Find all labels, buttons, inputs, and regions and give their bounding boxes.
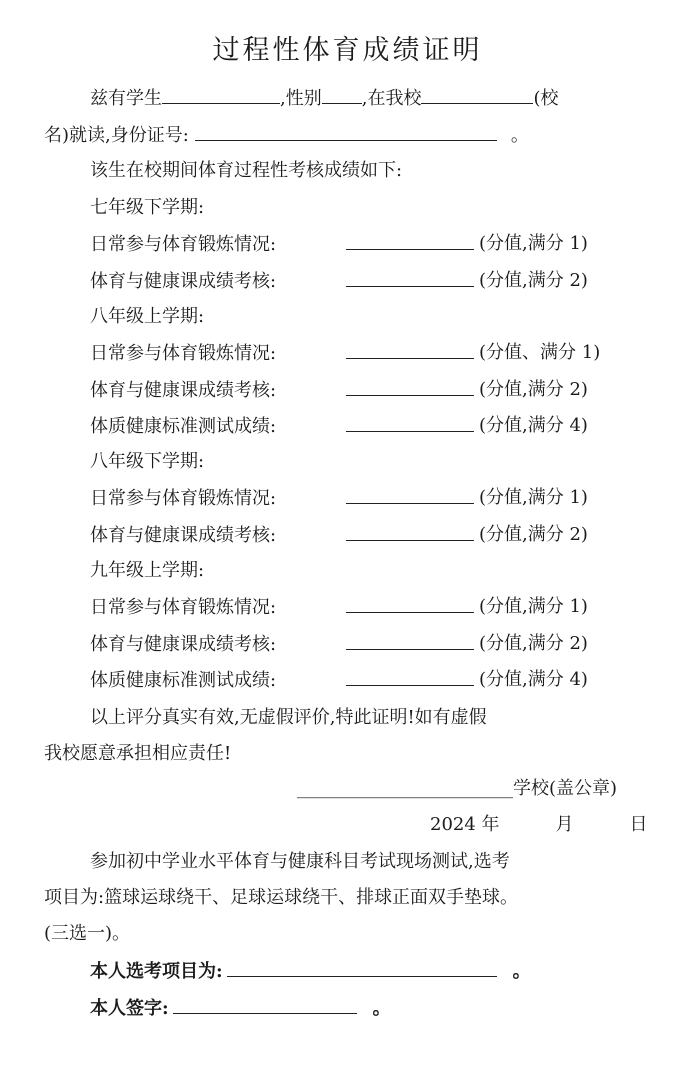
student-label: 兹有学生 bbox=[90, 88, 162, 109]
score-max-note: (分值,满分 2) bbox=[479, 270, 588, 291]
score-row bbox=[90, 667, 474, 693]
score-max-note: (分值,满分 2) bbox=[479, 633, 588, 654]
score-field[interactable] bbox=[346, 522, 474, 541]
term-heading: 七年级下学期: bbox=[90, 197, 205, 218]
score-field[interactable] bbox=[346, 631, 474, 650]
score-label: 日常参与体育锻炼情况: bbox=[90, 234, 277, 255]
score-label: 日常参与体育锻炼情况: bbox=[90, 343, 277, 364]
id-number-end: 。 bbox=[510, 125, 529, 146]
declaration-line-2: 我校愿意承担相应责任! bbox=[44, 743, 232, 764]
exam-line-3: (三选一)。 bbox=[44, 923, 131, 944]
score-label: 体质健康标准测试成绩: bbox=[90, 416, 277, 437]
score-label: 体育与健康课成绩考核: bbox=[90, 525, 277, 546]
score-row bbox=[90, 268, 474, 294]
exam-line-1: 参加初中学业水平体育与健康科目考试现场测试,选考 bbox=[90, 851, 510, 872]
signature-line bbox=[90, 995, 391, 1021]
id-number-field[interactable] bbox=[195, 122, 497, 141]
exam-line-2: 项目为:篮球运球绕干、足球运球绕干、排球正面双手垫球。 bbox=[44, 887, 519, 908]
exam-choice-label: 本人选考项目为: bbox=[90, 961, 223, 982]
id-number-label: 名)就读,身份证号: bbox=[44, 125, 189, 146]
intro-line-3: 该生在校期间体育过程性考核成绩如下: bbox=[90, 160, 403, 181]
score-max-note: (分值,满分 2) bbox=[479, 524, 588, 545]
score-label: 体育与健康课成绩考核: bbox=[90, 271, 277, 292]
stamp-line bbox=[297, 776, 617, 802]
signature-label: 本人签字: bbox=[90, 998, 169, 1019]
score-field[interactable] bbox=[346, 594, 474, 613]
score-field[interactable] bbox=[346, 231, 474, 250]
date-month: 月 bbox=[555, 814, 574, 835]
page-title: 过程性体育成绩证明 bbox=[212, 35, 483, 66]
declaration-line-1: 以上评分真实有效,无虚假评价,特此证明!如有虚假 bbox=[90, 707, 487, 728]
exam-choice-line bbox=[90, 958, 531, 984]
intro-line-2 bbox=[44, 122, 529, 148]
score-field[interactable] bbox=[346, 340, 474, 359]
date-line bbox=[430, 812, 648, 838]
score-max-note: (分值、满分 1) bbox=[479, 342, 601, 363]
score-row bbox=[90, 231, 474, 257]
intro-line-1 bbox=[90, 85, 559, 111]
term-heading: 九年级上学期: bbox=[90, 560, 205, 581]
score-max-note: (分值,满分 4) bbox=[479, 415, 588, 436]
term-heading: 八年级上学期: bbox=[90, 306, 205, 327]
term-heading: 八年级下学期: bbox=[90, 451, 205, 472]
score-max-note: (分值,满分 1) bbox=[479, 233, 588, 254]
score-max-note: (分值,满分 4) bbox=[479, 669, 588, 690]
score-field[interactable] bbox=[346, 485, 474, 504]
score-label: 日常参与体育锻炼情况: bbox=[90, 488, 277, 509]
date-day: 日 bbox=[629, 814, 648, 835]
stamp-school-label: 学校(盖公章) bbox=[513, 778, 618, 799]
exam-choice-field[interactable] bbox=[227, 958, 497, 977]
score-row bbox=[90, 377, 474, 403]
stamp-blank[interactable]: ________________________ bbox=[297, 778, 513, 799]
date-year: 2024 年 bbox=[430, 814, 500, 835]
score-label: 日常参与体育锻炼情况: bbox=[90, 597, 277, 618]
score-row bbox=[90, 594, 474, 620]
score-max-note: (分值,满分 1) bbox=[479, 596, 588, 617]
school-name-field[interactable] bbox=[421, 85, 533, 104]
score-row bbox=[90, 522, 474, 548]
score-row bbox=[90, 413, 474, 439]
score-field[interactable] bbox=[346, 667, 474, 686]
score-row bbox=[90, 340, 474, 366]
score-label: 体育与健康课成绩考核: bbox=[90, 380, 277, 401]
signature-field[interactable] bbox=[173, 995, 357, 1014]
score-row bbox=[90, 631, 474, 657]
score-max-note: (分值,满分 2) bbox=[479, 379, 588, 400]
score-row bbox=[90, 485, 474, 511]
student-name-field[interactable] bbox=[162, 85, 280, 104]
score-field[interactable] bbox=[346, 268, 474, 287]
score-label: 体质健康标准测试成绩: bbox=[90, 670, 277, 691]
school-label: ,在我校 bbox=[361, 88, 422, 109]
gender-field[interactable] bbox=[322, 85, 362, 104]
gender-label: ,性别 bbox=[280, 88, 322, 109]
signature-end: 。 bbox=[372, 998, 391, 1019]
exam-choice-end: 。 bbox=[512, 961, 531, 982]
score-field[interactable] bbox=[346, 377, 474, 396]
score-field[interactable] bbox=[346, 413, 474, 432]
score-max-note: (分值,满分 1) bbox=[479, 487, 588, 508]
school-paren-open: (校 bbox=[533, 88, 559, 109]
score-label: 体育与健康课成绩考核: bbox=[90, 634, 277, 655]
